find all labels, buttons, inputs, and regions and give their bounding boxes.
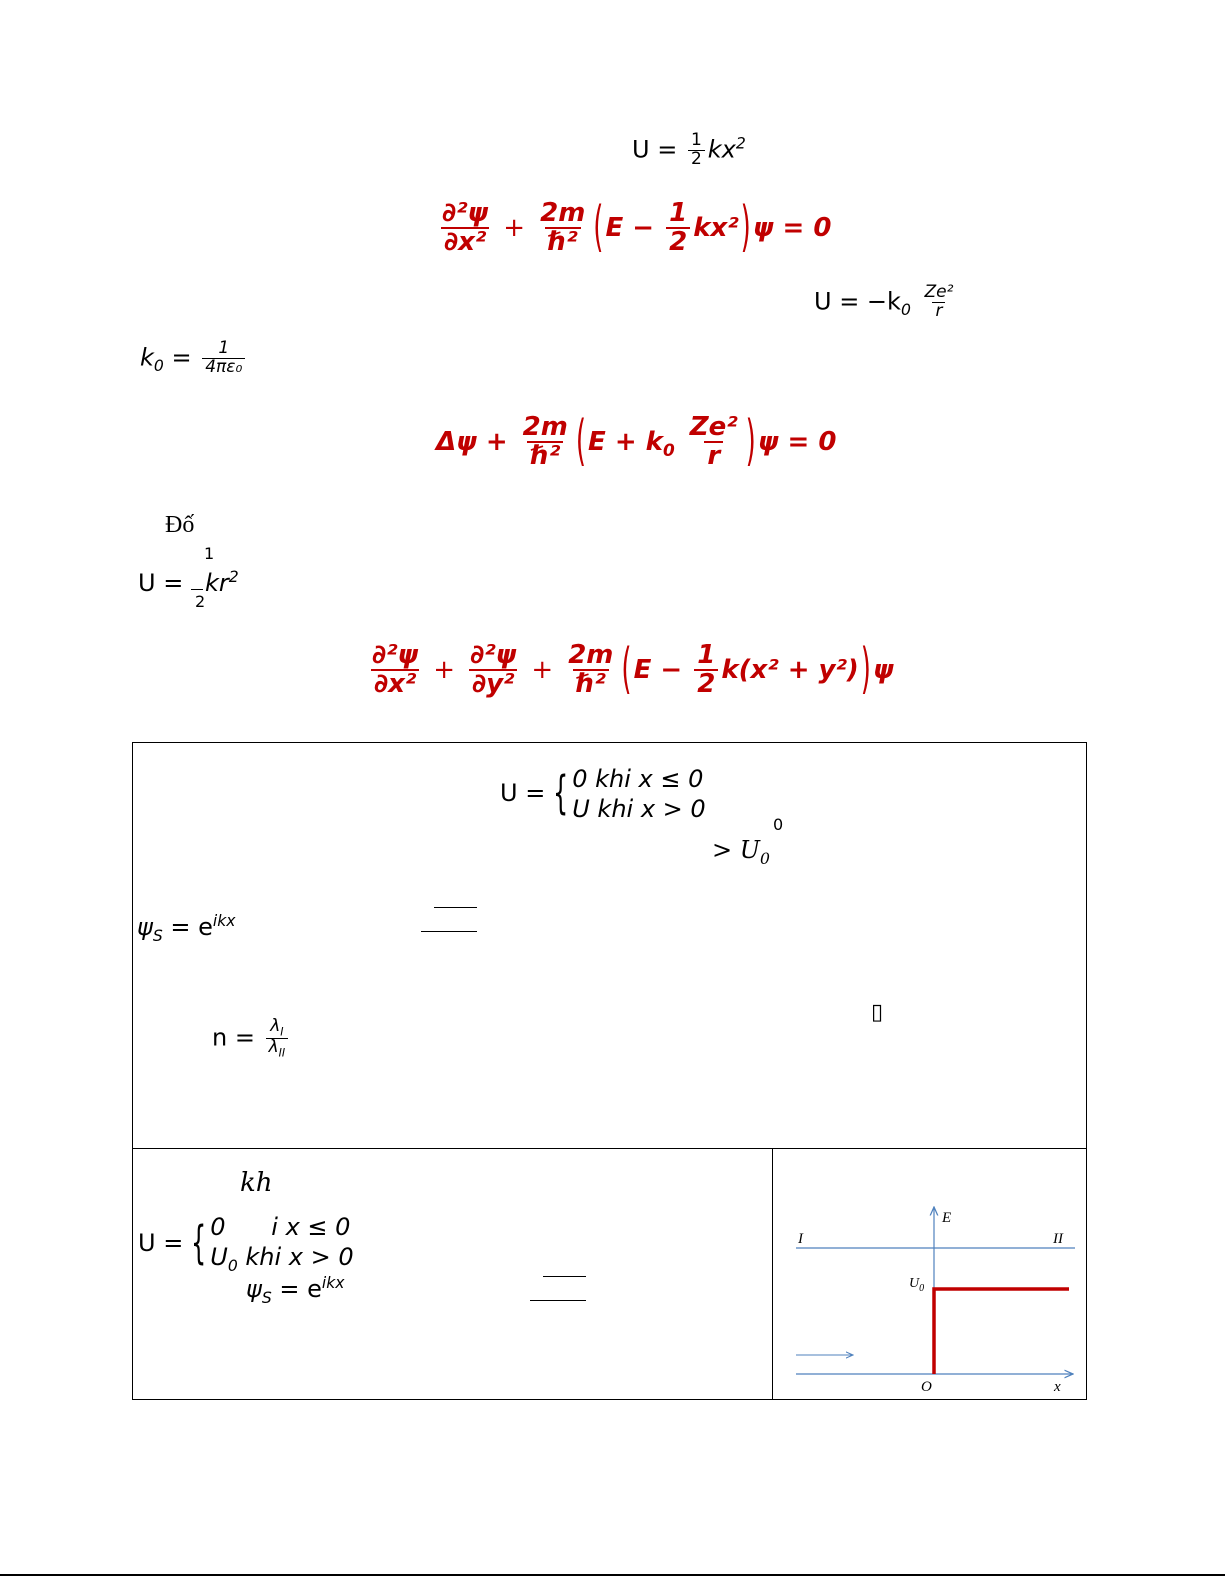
frac-num: ∂²ψ [442, 198, 489, 228]
exponent: 2 [228, 568, 239, 586]
frac-num: Ze² [924, 282, 954, 302]
fraction [565, 642, 616, 699]
brace: { [190, 1216, 207, 1270]
subscript: S [261, 1288, 272, 1307]
equals: = e [170, 913, 213, 941]
subscript: 0 [153, 357, 164, 376]
label-x: x [1054, 1379, 1061, 1395]
subscript: S [152, 926, 163, 945]
fraction [922, 284, 957, 321]
potential-step [934, 1289, 1069, 1374]
page-bottom-rule [0, 1574, 1225, 1576]
eq-harmonic-potential [632, 132, 746, 169]
text: > U [712, 836, 760, 864]
fraction [688, 132, 705, 169]
subscript: 0 [759, 849, 770, 868]
paren-close: ) [745, 410, 756, 474]
case-2 [210, 1242, 353, 1276]
case-2: U khi x > 0 [572, 795, 706, 823]
eq-schrodinger-2d [366, 638, 894, 702]
fraction [694, 642, 718, 699]
eq-tail: ψ [872, 654, 894, 685]
frac-den: 2 [694, 669, 718, 698]
paren-open: ( [621, 638, 632, 702]
frac-den: ∂y² [469, 669, 517, 698]
frac-den [266, 1038, 289, 1059]
frac-den: r [704, 441, 723, 470]
eq-2d-den: 2 [195, 592, 206, 611]
eq-tail: kx [707, 135, 736, 164]
box1-missing-glyph: ▯ [871, 1000, 884, 1025]
fraction [666, 200, 690, 257]
frac-num: ∂²ψ [470, 640, 517, 670]
label-U-sub: 0 [919, 1283, 925, 1294]
psi: ψ [246, 1275, 262, 1303]
box1-gt-u0 [712, 836, 770, 868]
eq-lhs: U = −k [814, 287, 901, 316]
frac-den: r [932, 302, 945, 321]
eq-lhs: n = [212, 1023, 255, 1052]
exponent: 2 [735, 134, 746, 153]
text-exercise-label: Đố [165, 512, 195, 538]
box1-n-ratio [212, 1018, 291, 1059]
eq-2d-num: 1 [204, 544, 215, 563]
exponent: ikx [321, 1274, 345, 1292]
plus-sign: + [503, 212, 526, 243]
eq-lhs: U = [138, 569, 184, 597]
frac-den: ℏ² [527, 441, 563, 470]
label-U0 [909, 1276, 924, 1294]
lambda: λ [270, 1016, 281, 1036]
paren-close: ) [860, 638, 871, 702]
inner-text: E − [633, 654, 683, 685]
lambda: λ [268, 1036, 279, 1057]
inner-text: kx² [693, 212, 739, 243]
label-O: O [921, 1379, 932, 1395]
box1-bar-bottom [421, 931, 477, 932]
box2-piecewise-U [138, 1212, 354, 1276]
frac-den: ℏ² [545, 227, 581, 256]
case-1: 0 khi x ≤ 0 [572, 765, 704, 793]
eq-tail: ψ = 0 [757, 426, 837, 457]
frac-num: 2m [568, 640, 614, 670]
box1-piecewise-U [500, 764, 706, 824]
subscript: 0 [900, 301, 911, 320]
eq-lead: Δψ + [436, 426, 508, 457]
paren-close: ) [740, 196, 751, 260]
fraction [202, 340, 245, 377]
label-II: II [1053, 1231, 1063, 1247]
box2-bar-bottom [530, 1300, 586, 1301]
box1-bar-top [434, 907, 477, 908]
eq-schrodinger-1d [436, 196, 832, 260]
subscript: II [278, 1046, 286, 1060]
cases [210, 1212, 353, 1276]
cases [572, 764, 705, 824]
fraction [439, 200, 491, 257]
eq-tail: kr [204, 569, 229, 597]
eq-lhs: k [140, 343, 154, 372]
fraction [266, 1018, 289, 1059]
fraction [369, 642, 421, 699]
fraction [537, 200, 588, 257]
potential-step-figure [773, 1149, 1086, 1399]
eq-lhs: U = [500, 779, 546, 807]
eq-coulomb-potential [814, 284, 959, 321]
eq-2d-potential [138, 568, 239, 597]
frac-num: 1 [697, 640, 716, 670]
eq-lhs: U = [138, 1229, 184, 1258]
inner-text: k(x² + y²) [721, 654, 859, 685]
fraction [520, 414, 571, 471]
frac-den: ℏ² [573, 669, 609, 698]
box2-bar-top [543, 1276, 586, 1277]
box2-psi-s [246, 1274, 345, 1307]
label-I: I [798, 1231, 803, 1247]
frac-den: 4πε₀ [202, 358, 245, 377]
label-E: E [942, 1210, 952, 1226]
eq-schrodinger-coulomb [436, 410, 837, 474]
paren-open: ( [593, 196, 604, 260]
case-1: 0 i x ≤ 0 [210, 1213, 351, 1241]
box2-kh: kh [240, 1168, 273, 1198]
box1-stray-zero: 0 [773, 815, 784, 834]
text: U [210, 1243, 228, 1271]
frac-den: ∂x² [371, 669, 419, 698]
inner-text: E + k [588, 426, 663, 457]
frac-num: 1 [690, 130, 702, 150]
exponent: ikx [212, 912, 236, 930]
inner-text: E − [605, 212, 655, 243]
equals: = e [279, 1275, 322, 1303]
frac-num: 1 [669, 198, 688, 228]
frac-den: 2 [666, 227, 690, 256]
subscript: 0 [662, 439, 675, 460]
subscript: I [280, 1025, 284, 1039]
label-U: U [909, 1276, 920, 1291]
eq-lhs: U = [632, 135, 678, 164]
frac-num: ∂²ψ [372, 640, 419, 670]
psi: ψ [137, 913, 153, 941]
plus-sign: + [433, 654, 456, 685]
plus-sign: + [531, 654, 554, 685]
frac-num: 2m [522, 412, 568, 442]
paren-open: ( [575, 410, 587, 474]
frac-num: 2m [540, 198, 586, 228]
frac-num: 1 [218, 338, 230, 358]
frac-den: ∂x² [441, 227, 489, 256]
frac-den: 2 [688, 150, 705, 169]
brace: { [552, 766, 569, 820]
frac-num: Ze² [689, 412, 738, 442]
eq-k0-definition [140, 340, 248, 377]
equals-sign: = [171, 343, 192, 372]
subscript: 0 [227, 1256, 238, 1275]
fraction [467, 642, 519, 699]
eq-tail: ψ = 0 [752, 212, 832, 243]
fraction [687, 414, 741, 471]
text: khi x > 0 [237, 1243, 354, 1271]
box1-psi-s [137, 912, 236, 945]
frac-num [267, 1018, 286, 1038]
